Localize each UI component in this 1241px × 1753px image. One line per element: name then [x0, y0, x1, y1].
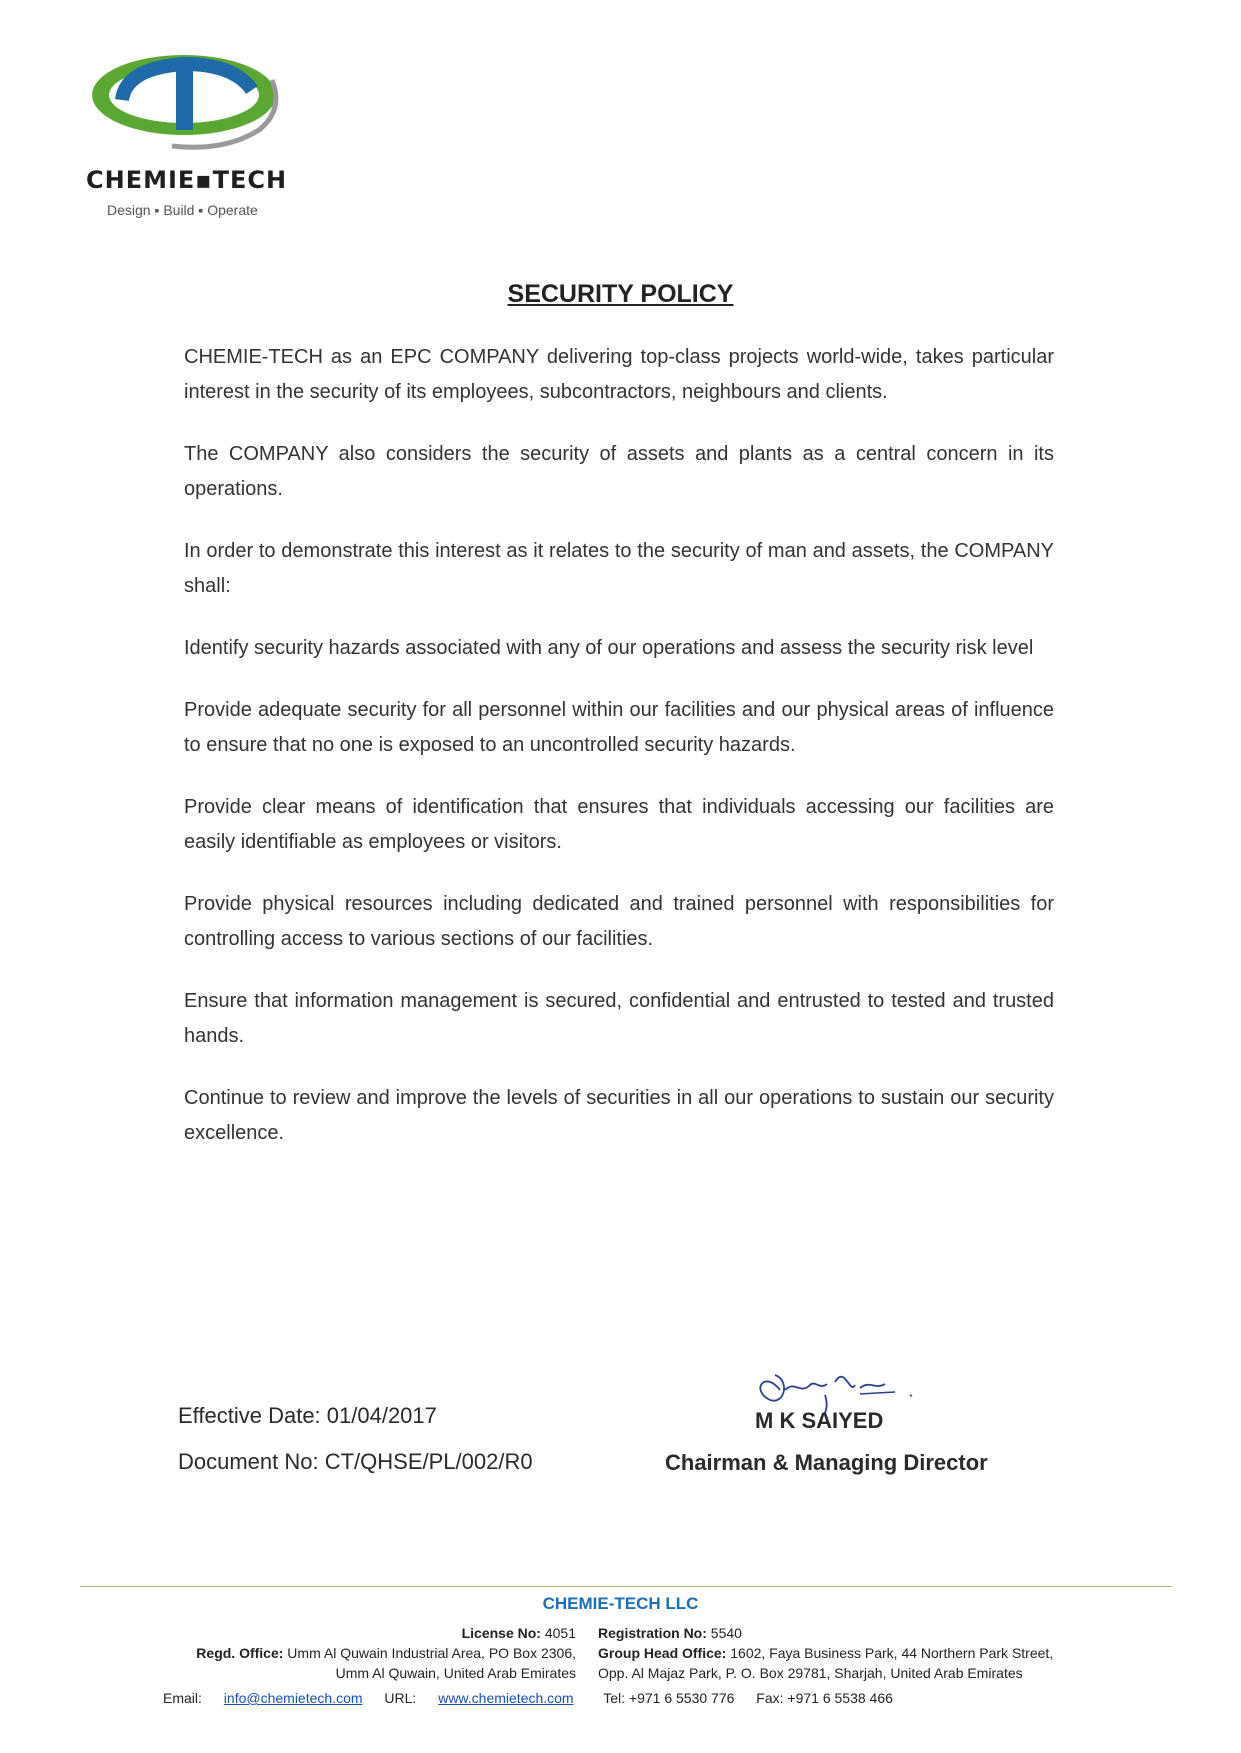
registration-line	[598, 1623, 1053, 1643]
signatory-name: M K SAIYED	[755, 1408, 884, 1433]
footer-company-name: CHEMIE-TECH LLC	[542, 1594, 699, 1613]
license-line	[196, 1623, 576, 1643]
footer-contact-line	[163, 1690, 911, 1706]
registration-value: 5540	[706, 1625, 742, 1641]
logo-mark-icon	[84, 50, 304, 160]
signature-block	[640, 1360, 1040, 1480]
effective-date: Effective Date: 01/04/2017	[178, 1403, 437, 1428]
policy-body	[184, 340, 1054, 1178]
head-office-label: Group Head Office:	[598, 1645, 727, 1661]
policy-paragraph: CHEMIE-TECH as an EPC COMPANY delivering top-class projects world-wide, takes particular interest in the security of its employees, subcontractors, neighbours and clients.	[184, 346, 1054, 403]
page-title: SECURITY POLICY	[507, 280, 734, 308]
regd-office-line	[196, 1643, 576, 1663]
email-label: Email:	[163, 1690, 206, 1706]
signatory-title: Chairman & Managing Director	[665, 1450, 988, 1475]
policy-paragraph: In order to demonstrate this interest as it relates to the security of man and assets, the COMPANY shall:	[184, 540, 1054, 597]
fax: Fax: +971 6 5538 466	[756, 1690, 893, 1706]
company-logo	[78, 50, 308, 225]
policy-paragraph: Ensure that information management is secured, confidential and entrusted to tested and trusted hands.	[184, 990, 1054, 1047]
website-link[interactable]: www.chemietech.com	[438, 1690, 574, 1706]
regd-office-address-1: Umm Al Quwain Industrial Area, PO Box 2306,	[283, 1645, 576, 1661]
head-office-address-2: Opp. Al Majaz Park, P. O. Box 29781, Sharjah, United Arab Emirates	[598, 1665, 1023, 1681]
policy-paragraph: Provide clear means of identification that ensures that individuals accessing our facilities are easily identifiable as employees or visitors.	[184, 796, 1054, 853]
footer-left-column	[196, 1623, 576, 1683]
document-meta	[178, 1403, 533, 1495]
head-office-address-1: 1602, Faya Business Park, 44 Northern Park Street,	[726, 1645, 1054, 1661]
footer-divider	[80, 1586, 1172, 1587]
email-link[interactable]: info@chemietech.com	[223, 1690, 363, 1706]
policy-paragraph: The COMPANY also considers the security of assets and plants as a central concern in its operations.	[184, 443, 1054, 500]
license-label: License No:	[461, 1625, 541, 1641]
document-number: Document No: CT/QHSE/PL/002/R0	[178, 1449, 533, 1474]
policy-paragraph: Identify security hazards associated with any of our operations and assess the security risk level	[184, 637, 1034, 659]
logo-wordmark: CHEMIE▪TECH	[86, 166, 288, 194]
footer-right-column	[598, 1623, 1053, 1683]
email-group	[163, 1690, 363, 1706]
license-value: 4051	[540, 1625, 576, 1641]
regd-office-label: Regd. Office:	[196, 1645, 284, 1661]
regd-office-address-2: Umm Al Quwain, United Arab Emirates	[335, 1665, 576, 1681]
policy-paragraph: Provide physical resources including dedicated and trained personnel with responsibilities for controlling access to various sections of our facilities.	[184, 893, 1054, 950]
head-office-line	[598, 1643, 1053, 1663]
url-group	[384, 1690, 573, 1706]
handwritten-signature-icon	[735, 1360, 935, 1415]
policy-paragraph: Provide adequate security for all personnel within our facilities and our physical areas of influence to ensure that no one is exposed to an uncontrolled security hazards.	[184, 699, 1054, 756]
telephone: Tel: +971 6 5530 776	[603, 1690, 735, 1706]
policy-paragraph: Continue to review and improve the levels of securities in all our operations to sustain our security excellence.	[184, 1087, 1054, 1144]
registration-label: Registration No:	[598, 1625, 707, 1641]
url-label: URL:	[384, 1690, 421, 1706]
logo-tagline: Design ▪ Build ▪ Operate	[107, 202, 258, 218]
